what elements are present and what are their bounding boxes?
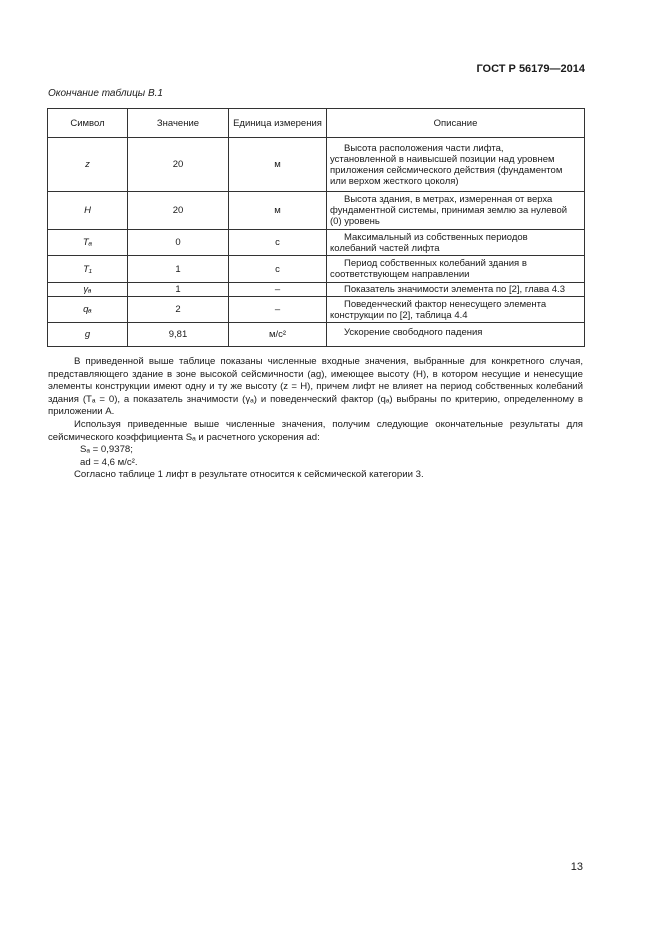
table-caption: Окончание таблицы В.1 bbox=[48, 88, 163, 99]
column-header-symbol: Символ bbox=[48, 109, 128, 138]
table-row bbox=[48, 192, 585, 230]
cell-symbol: qₐ bbox=[48, 297, 128, 323]
table-row bbox=[48, 256, 585, 283]
cell-value: 2 bbox=[128, 297, 229, 323]
cell-description bbox=[327, 192, 585, 230]
page-number: 13 bbox=[570, 861, 583, 873]
description-continuation: колебаний частей лифта bbox=[330, 242, 440, 254]
table-row bbox=[48, 138, 585, 192]
table-row bbox=[48, 230, 585, 256]
cell-unit: с bbox=[229, 230, 327, 256]
cell-symbol: z bbox=[48, 138, 128, 192]
column-header-value: Значение bbox=[128, 109, 229, 138]
cell-symbol: T₁ bbox=[48, 256, 128, 283]
cell-value: 0 bbox=[128, 230, 229, 256]
document-code: ГОСТ Р 56179—2014 bbox=[476, 63, 585, 75]
cell-symbol: γₐ bbox=[48, 283, 128, 297]
cell-unit: с bbox=[229, 256, 327, 283]
parameters-table bbox=[47, 108, 585, 347]
result-seismic-coefficient: Sₐ = 0,9378; bbox=[80, 444, 133, 456]
description-first-line: Поведенческий фактор ненесущего элемента bbox=[344, 298, 547, 310]
cell-description bbox=[327, 323, 585, 347]
table-row bbox=[48, 323, 585, 347]
cell-unit: – bbox=[229, 297, 327, 323]
cell-unit: м bbox=[229, 138, 327, 192]
cell-value: 20 bbox=[128, 192, 229, 230]
cell-value: 9,81 bbox=[128, 323, 229, 347]
cell-unit: м/с² bbox=[229, 323, 327, 347]
paragraph-conclusion: Согласно таблице 1 лифт в результате относится к сейсмической категории 3. bbox=[74, 469, 424, 481]
cell-value: 1 bbox=[128, 256, 229, 283]
result-design-acceleration: ad = 4,6 м/с². bbox=[80, 456, 138, 468]
column-header-description: Описание bbox=[327, 109, 585, 138]
cell-value: 20 bbox=[128, 138, 229, 192]
body-text bbox=[48, 356, 583, 482]
paragraph-table-explanation: В приведенной выше таблице показаны численные входные значения, выбранные для конкретного случая, представляющего здание в зоне высокой сейсмичности (ag), имеющее высоту (H), в котором несущие и ненесущие элементы конструкции имеют одну и ту же высоту (z = H), причем лифт не влияет на период собственных колебаний здания (Tₐ = 0), а показатель значимости (γₐ) и поведенческий фактор (qₐ) выбраны по критерию, определенному в приложении А. bbox=[48, 356, 583, 418]
cell-symbol: Tₐ bbox=[48, 230, 128, 256]
description-continuation: установленной в наивысшей позиции над уровнем приложения сейсмического действия (фундаментом или верхом жесткого цоколя) bbox=[330, 153, 563, 187]
cell-description bbox=[327, 230, 585, 256]
description-first-line: Период собственных колебаний здания в bbox=[344, 258, 527, 269]
paragraph-results-intro: Используя приведенные выше численные значения, получим следующие окончательные результаты для сейсмического коэффициента Sₐ и расчетного ускорения ad: bbox=[48, 418, 583, 443]
description-continuation: конструкции по [2], таблица 4.4 bbox=[330, 309, 468, 321]
cell-description bbox=[327, 256, 585, 283]
cell-description bbox=[327, 283, 585, 297]
cell-value: 1 bbox=[128, 283, 229, 297]
cell-unit: м bbox=[229, 192, 327, 230]
description-continuation: фундаментной системы, принимая землю за нулевой (0) уровень bbox=[330, 205, 568, 227]
table-row bbox=[48, 297, 585, 323]
cell-unit: – bbox=[229, 283, 327, 297]
cell-symbol: g bbox=[48, 323, 128, 347]
table-header-row bbox=[48, 109, 585, 138]
description-first-line: Высота расположения части лифта, bbox=[344, 142, 504, 154]
column-header-unit: Единица измерения bbox=[229, 109, 327, 138]
table-row bbox=[48, 283, 585, 297]
description-continuation: соответствующем направлении bbox=[330, 269, 470, 280]
cell-description bbox=[327, 297, 585, 323]
description-first-line: Показатель значимости элемента по [2], глава 4.3 bbox=[344, 284, 565, 295]
description-first-line: Ускорение свободного падения bbox=[344, 327, 483, 338]
description-first-line: Высота здания, в метрах, измеренная от верха bbox=[344, 194, 553, 205]
cell-description bbox=[327, 138, 585, 192]
cell-symbol: H bbox=[48, 192, 128, 230]
description-first-line: Максимальный из собственных периодов bbox=[344, 231, 528, 243]
